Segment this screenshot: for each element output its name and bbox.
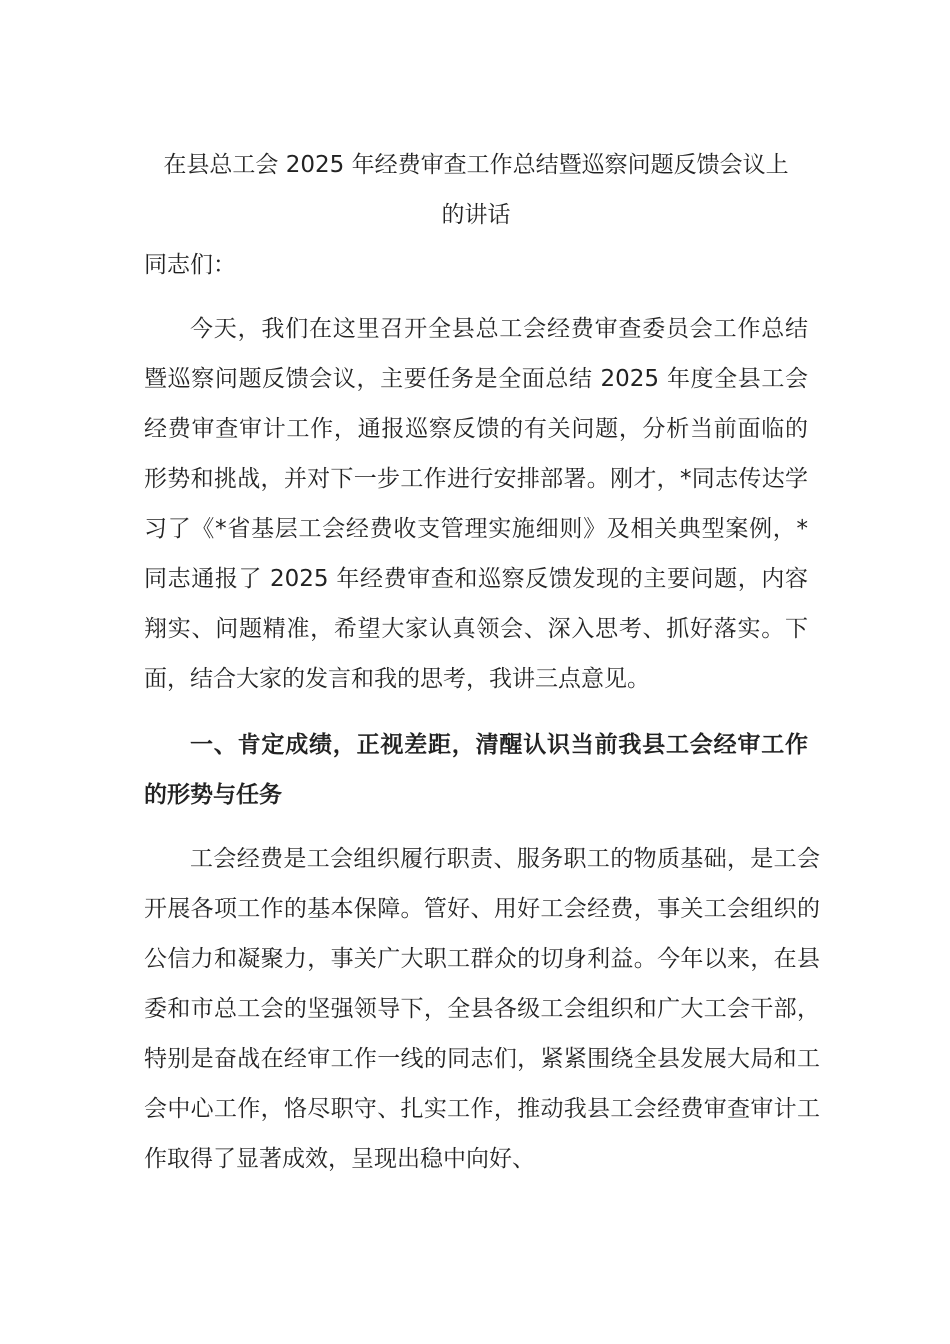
document-title bbox=[138, 140, 814, 240]
title-line-1: 在县总工会 2025 年经费审查工作总结暨巡察问题反馈会议上 bbox=[163, 152, 789, 178]
salutation: 同志们： bbox=[144, 252, 236, 278]
section-1-paragraph: 工会经费是工会组织履行职责、服务职工的物质基础，是工会开展各项工作的基本保障。管好、用好工会经费，事关工会组织的公信力和凝聚力，事关广大职工群众的切身利益。今年以来，在县委和市总工会的坚强领导下，全县各级工会组织和广大工会干部，特别是奋战在经审工作一线的同志们，紧紧围绕全县发展大局和工会中心工作，恪尽职守、扎实工作，推动我县工会经费审查审计工作取得了显著成效，呈现出稳中向好、 bbox=[144, 846, 820, 1172]
document-body bbox=[144, 140, 820, 1184]
title-line-2: 的讲话 bbox=[441, 202, 511, 228]
intro-paragraph: 今天，我们在这里召开全县总工会经费审查委员会工作总结暨巡察问题反馈会议，主要任务是全面总结 2025 年度全县工会经费审查审计工作，通报巡察反馈的有关问题，分析当前面临的形势和挑战，并对下一步工作进行安排部署。刚才，*同志传达学习了《*省基层工会经费收支管理实施细则》及相关典型案例，*同志通报了 2025 年经费审查和巡察反馈发现的主要问题，内容翔实、问题精准，希望大家认真领会、深入思考、抓好落实。下面，结合大家的发言和我的思考，我讲三点意见。 bbox=[144, 316, 808, 692]
section-heading-1: 一、肯定成绩，正视差距，清醒认识当前我县工会经审工作的形势与任务 bbox=[144, 732, 808, 808]
